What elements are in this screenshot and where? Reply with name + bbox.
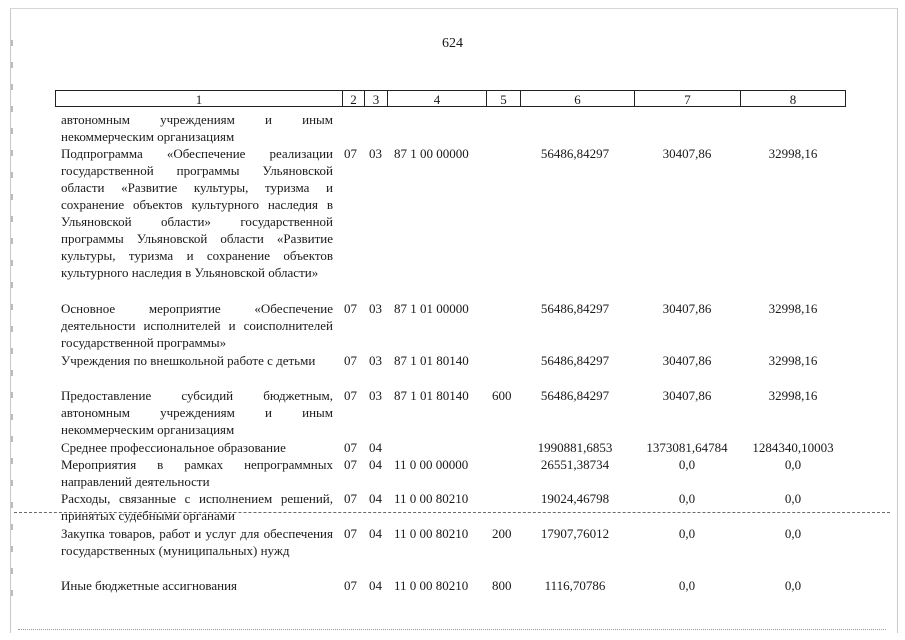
row-description: Предоставление субсидий бюджетным, автономным учреждениям и иным некоммерческим организациям [61,388,333,437]
section-code: 07 [344,146,357,161]
amount-col-6: 1116,70786 [544,578,606,593]
section-code: 07 [344,457,357,472]
target-code: 87 1 00 00000 [394,146,469,161]
expense-type-code: 600 [492,388,512,403]
row-description: Учреждения по внешкольной работе с детьми [61,353,316,368]
row-description: Иные бюджетные ассигнования [61,578,238,593]
amount-col-7: 1373081,64784 [646,440,728,455]
section-code: 07 [344,440,357,455]
header-col-3: 3 [364,90,387,107]
subsection-code: 04 [369,440,382,455]
row-description: Подпрограмма «Обеспечение реализации государственной программы Ульяновской области «Развитие культуры, туризма и сохранение объектов культурного наследия в Ульяновской области» государственной программы Ульяновской области «Развитие культуры, туризма и сохранение объектов культурного наследия в Ульяновской области» [61,146,333,280]
target-code: 87 1 01 80140 [394,388,469,403]
amount-col-7: 30407,86 [662,353,712,368]
row-description: автономным учреждениям и иным некоммерческим организациям [61,112,333,144]
target-code: 87 1 01 00000 [394,301,469,316]
page-number: 624 [442,36,463,51]
header-col-8: 8 [740,90,846,107]
amount-col-6: 56486,84297 [540,388,610,403]
amount-col-8: 0,0 [784,578,802,593]
section-code: 07 [344,578,357,593]
section-code: 07 [344,526,357,541]
scan-fold-line [14,512,890,513]
section-code: 07 [344,353,357,368]
amount-col-7: 0,0 [678,457,696,472]
target-code: 11 0 00 80210 [394,526,469,541]
subsection-code: 03 [369,301,382,316]
amount-col-6: 56486,84297 [540,353,610,368]
amount-col-7: 30407,86 [662,388,712,403]
header-col-7: 7 [634,90,740,107]
subsection-code: 04 [369,526,382,541]
amount-col-7: 30407,86 [662,301,712,316]
amount-col-6: 56486,84297 [540,146,610,161]
amount-col-7: 30407,86 [662,146,712,161]
subsection-code: 04 [369,491,382,506]
row-description: Среднее профессиональное образование [61,440,286,455]
header-col-5: 5 [486,90,520,107]
header-col-4: 4 [387,90,486,107]
amount-col-6: 17907,76012 [540,526,610,541]
amount-col-8: 0,0 [784,526,802,541]
expense-type-code: 200 [492,526,512,541]
subsection-code: 03 [369,388,382,403]
subsection-code: 03 [369,353,382,368]
row-description: Мероприятия в рамках непрограммных направлений деятельности [61,457,333,489]
amount-col-6: 19024,46798 [540,491,610,506]
amount-col-7: 0,0 [678,526,696,541]
target-code: 11 0 00 00000 [394,457,469,472]
target-code: 11 0 00 80210 [394,578,469,593]
amount-col-8: 32998,16 [768,388,818,403]
row-description: Закупка товаров, работ и услуг для обеспечения государственных (муниципальных) нужд [61,526,333,558]
target-code: 87 1 01 80140 [394,353,469,368]
amount-col-7: 0,0 [678,578,696,593]
header-col-1: 1 [55,90,342,107]
section-code: 07 [344,491,357,506]
amount-col-6: 1990881,6853 [537,440,613,455]
amount-col-8: 32998,16 [768,301,818,316]
row-description: Расходы, связанные с исполнением решений, принятых судебными органами [61,491,333,523]
amount-col-8: 32998,16 [768,353,818,368]
amount-col-6: 26551,38734 [540,457,610,472]
expense-type-code: 800 [492,578,512,593]
amount-col-8: 32998,16 [768,146,818,161]
row-description: Основное мероприятие «Обеспечение деятельности исполнителей и соисполнителей государственной программы» [61,301,333,350]
target-code: 11 0 00 80210 [394,491,469,506]
scan-bottom-edge [18,629,886,630]
amount-col-8: 0,0 [784,457,802,472]
header-col-2: 2 [342,90,364,107]
amount-col-8: 0,0 [784,491,802,506]
header-col-6: 6 [520,90,634,107]
amount-col-6: 56486,84297 [540,301,610,316]
subsection-code: 04 [369,578,382,593]
amount-col-7: 0,0 [678,491,696,506]
section-code: 07 [344,388,357,403]
amount-col-8: 1284340,10003 [752,440,834,455]
section-code: 07 [344,301,357,316]
subsection-code: 03 [369,146,382,161]
subsection-code: 04 [369,457,382,472]
